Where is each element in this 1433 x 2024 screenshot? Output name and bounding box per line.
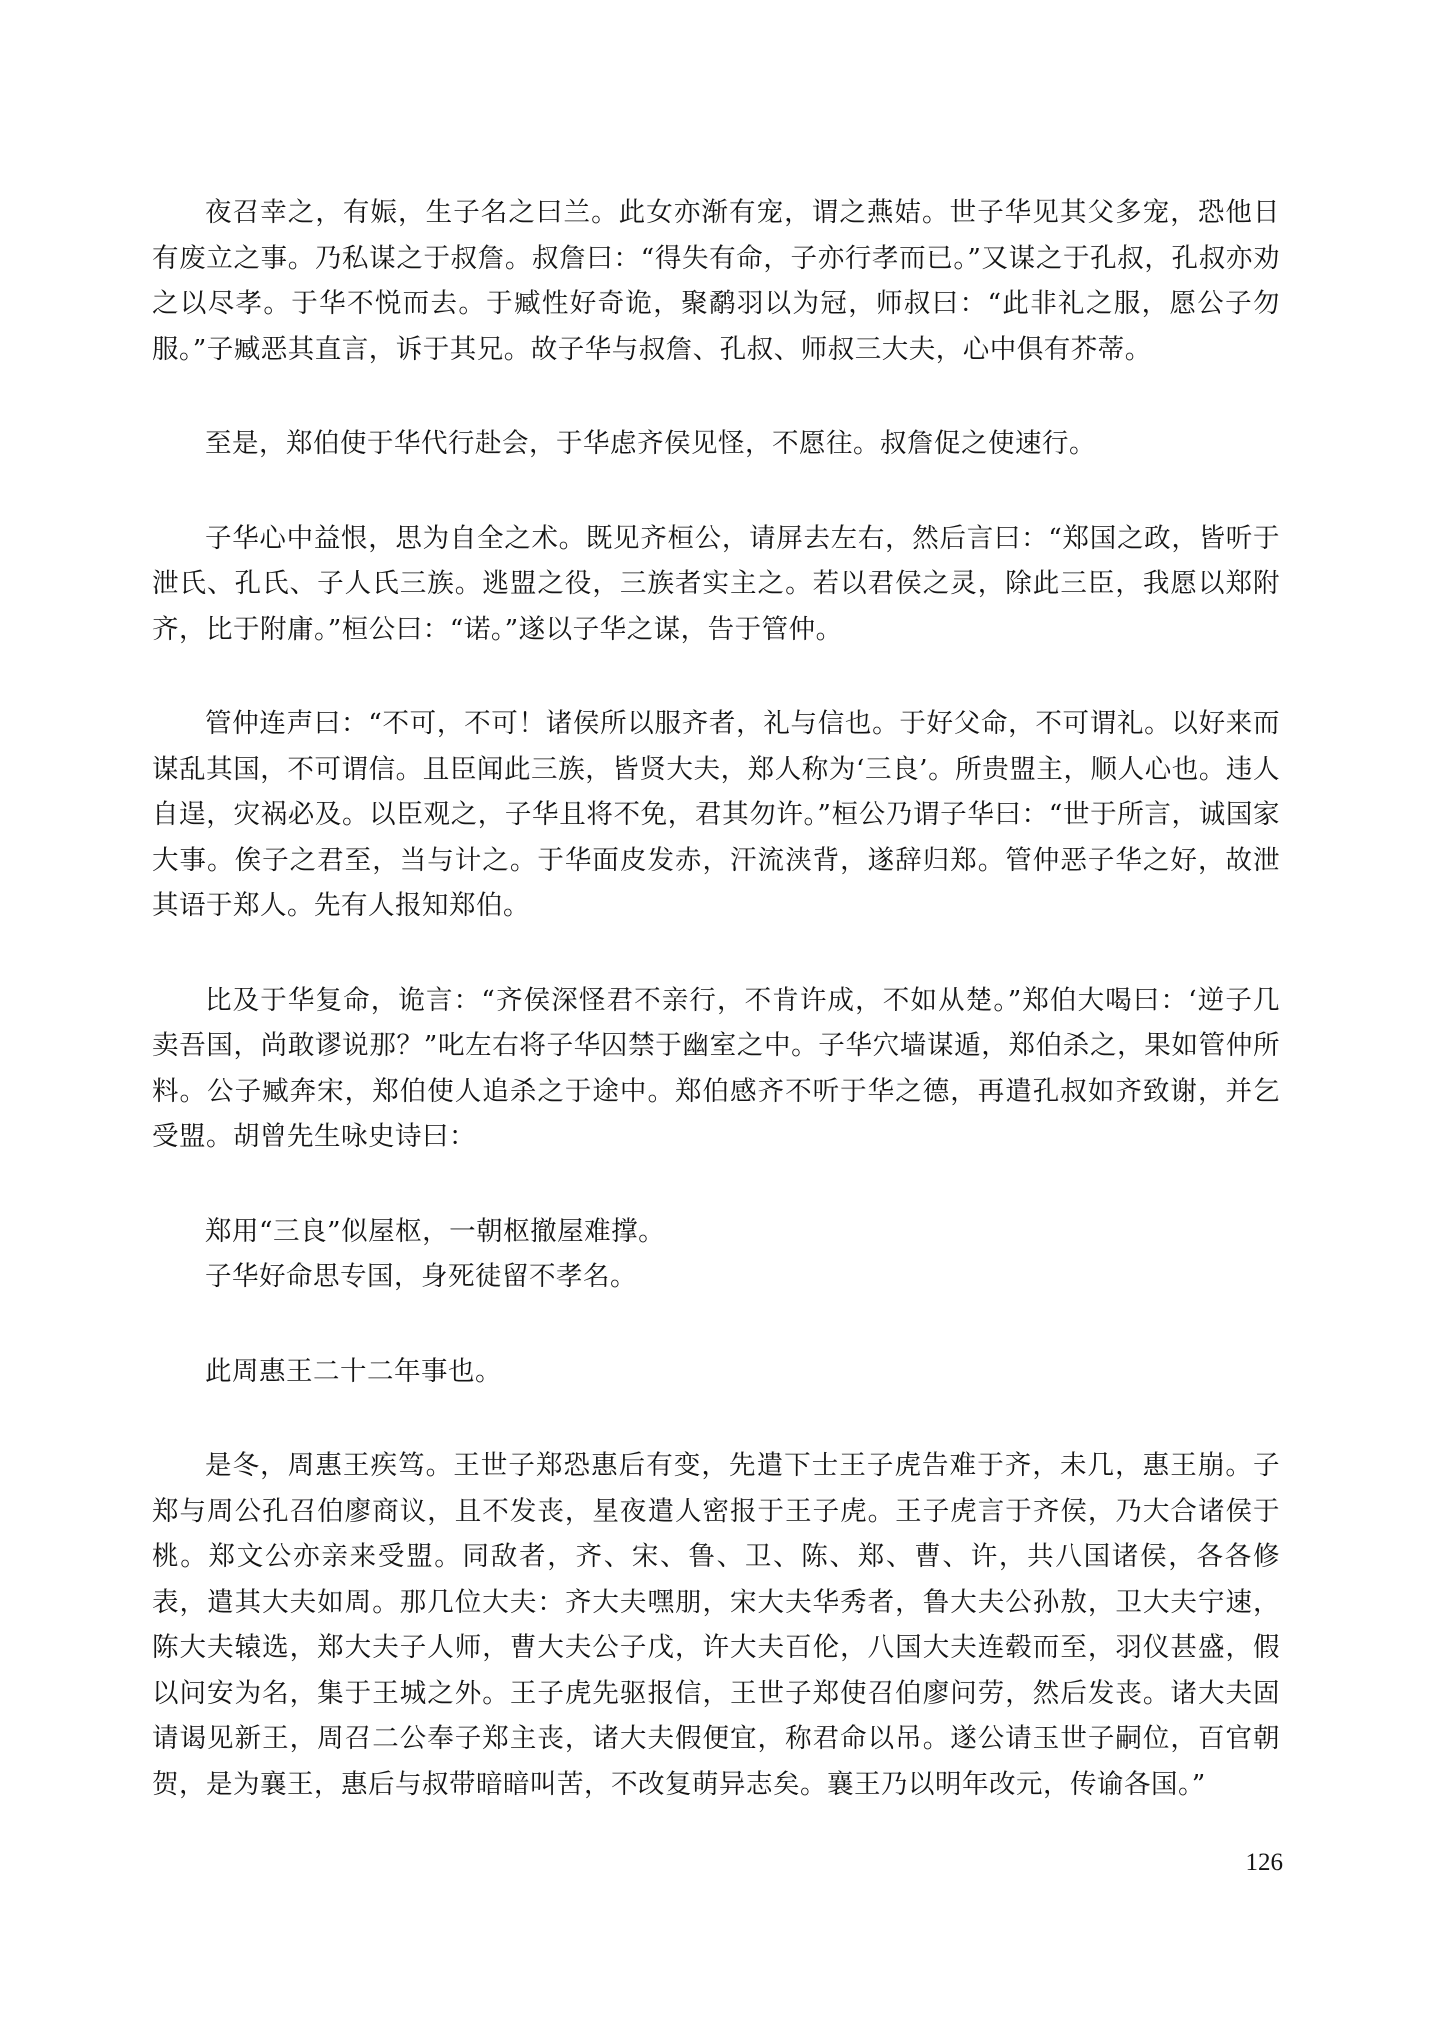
paragraph-2: 至是，郑伯使于华代行赴会，于华虑齐侯见怪，不愿往。叔詹促之使速行。 [205,428,1096,459]
poem [152,1209,1280,1300]
poem-line-2: 子华好命思专国，身死徒留不孝名。 [205,1261,637,1292]
poem-line-1: 郑用“三良”似屋枢，一朝枢撤屋难撑。 [205,1215,666,1247]
paragraph-5: 比及于华复命，诡言：“齐侯深怪君不亲行，不肯许成，不如从楚。”郑伯大喝曰：‘逆子几卖吾国，尚敢谬说那？”叱左右将子华囚禁于幽室之中。子华穴墙谋遁，郑伯杀之，果如管仲所料。公子臧奔宋，郑伯使人追杀之于途中。郑伯感齐不听于华之德，再遣孔叔如齐致谢，并乞受盟。胡曾先生咏史诗曰： [152,984,1280,1152]
page-number: 126 [1245,1849,1283,1876]
paragraph-6: 此周惠王二十二年事也。 [205,1355,502,1387]
paragraph-3: 子华心中益恨，思为自全之术。既见齐桓公，请屏去左右，然后言曰：“郑国之政，皆听于泄氏、孔氏、子人氏三族。逃盟之役，三族者实主之。若以君侯之灵，除此三臣，我愿以郑附齐，比于附庸。”桓公曰：“诺。”遂以子华之谋，告于管仲。 [152,522,1280,645]
body-text [152,190,1280,1856]
paragraph-7: 是冬，周惠王疾笃。王世子郑恐惠后有变，先遣下士王子虎告难于齐，未几，惠王崩。子郑与周公孔召伯廖商议，且不发丧，星夜遣人密报于王子虎。王子虎言于齐侯，乃大合诸侯于桃。郑文公亦亲来受盟。同敌者，齐、宋、鲁、卫、陈、郑、曹、许，共八国诸侯，各各修表，遣其大夫如周。那几位大夫：齐大夫嘿朋，宋大夫华秀者，鲁大夫公孙敖，卫大夫宁速，陈大夫辕选，郑大夫子人师，曹大夫公子戊，许大夫百伦，八国大夫连毂而至，羽仪甚盛，假以问安为名，集于王城之外。王子虎先驱报信，王世子郑使召伯廖问劳，然后发丧。诸大夫固请谒见新王，周召二公奉子郑主丧，诸大夫假便宜，称君命以吊。遂公请玉世子嗣位，百官朝贺，是为襄王，惠后与叔带暗暗叫苦，不改复萌异志矣。襄王乃以明年改元，传谕各国。” [152,1450,1280,1800]
paragraph-1: 夜召幸之，有娠，生子名之曰兰。此女亦渐有宠，谓之燕姞。世子华见其父多宠，恐他日有废立之事。乃私谋之于叔詹。叔詹曰：“得失有命，子亦行孝而已。”又谋之于孔叔，孔叔亦劝之以尽孝。于华不悦而去。于臧性好奇诡，聚鹬羽以为冠，师叔曰：“此非礼之服，愿公子勿服。”子臧恶其直言，诉于其兄。故子华与叔詹、孔叔、师叔三大夫，心中俱有芥蒂。 [152,197,1280,365]
paragraph-4: 管仲连声曰：“不可，不可！诸侯所以服齐者，礼与信也。于好父命，不可谓礼。以好来而谋乱其国，不可谓信。且臣闻此三族，皆贤大夫，郑人称为‘三良’。所贵盟主，顺人心也。违人自逞，灾祸必及。以臣观之，子华且将不免，君其勿许。”桓公乃谓子华曰：“世于所言，诚国家大事。俟子之君至，当与计之。于华面皮发赤，汗流浃背，遂辞归郑。管仲恶子华之好，故泄其语于郑人。先有人报知郑伯。 [152,708,1280,921]
